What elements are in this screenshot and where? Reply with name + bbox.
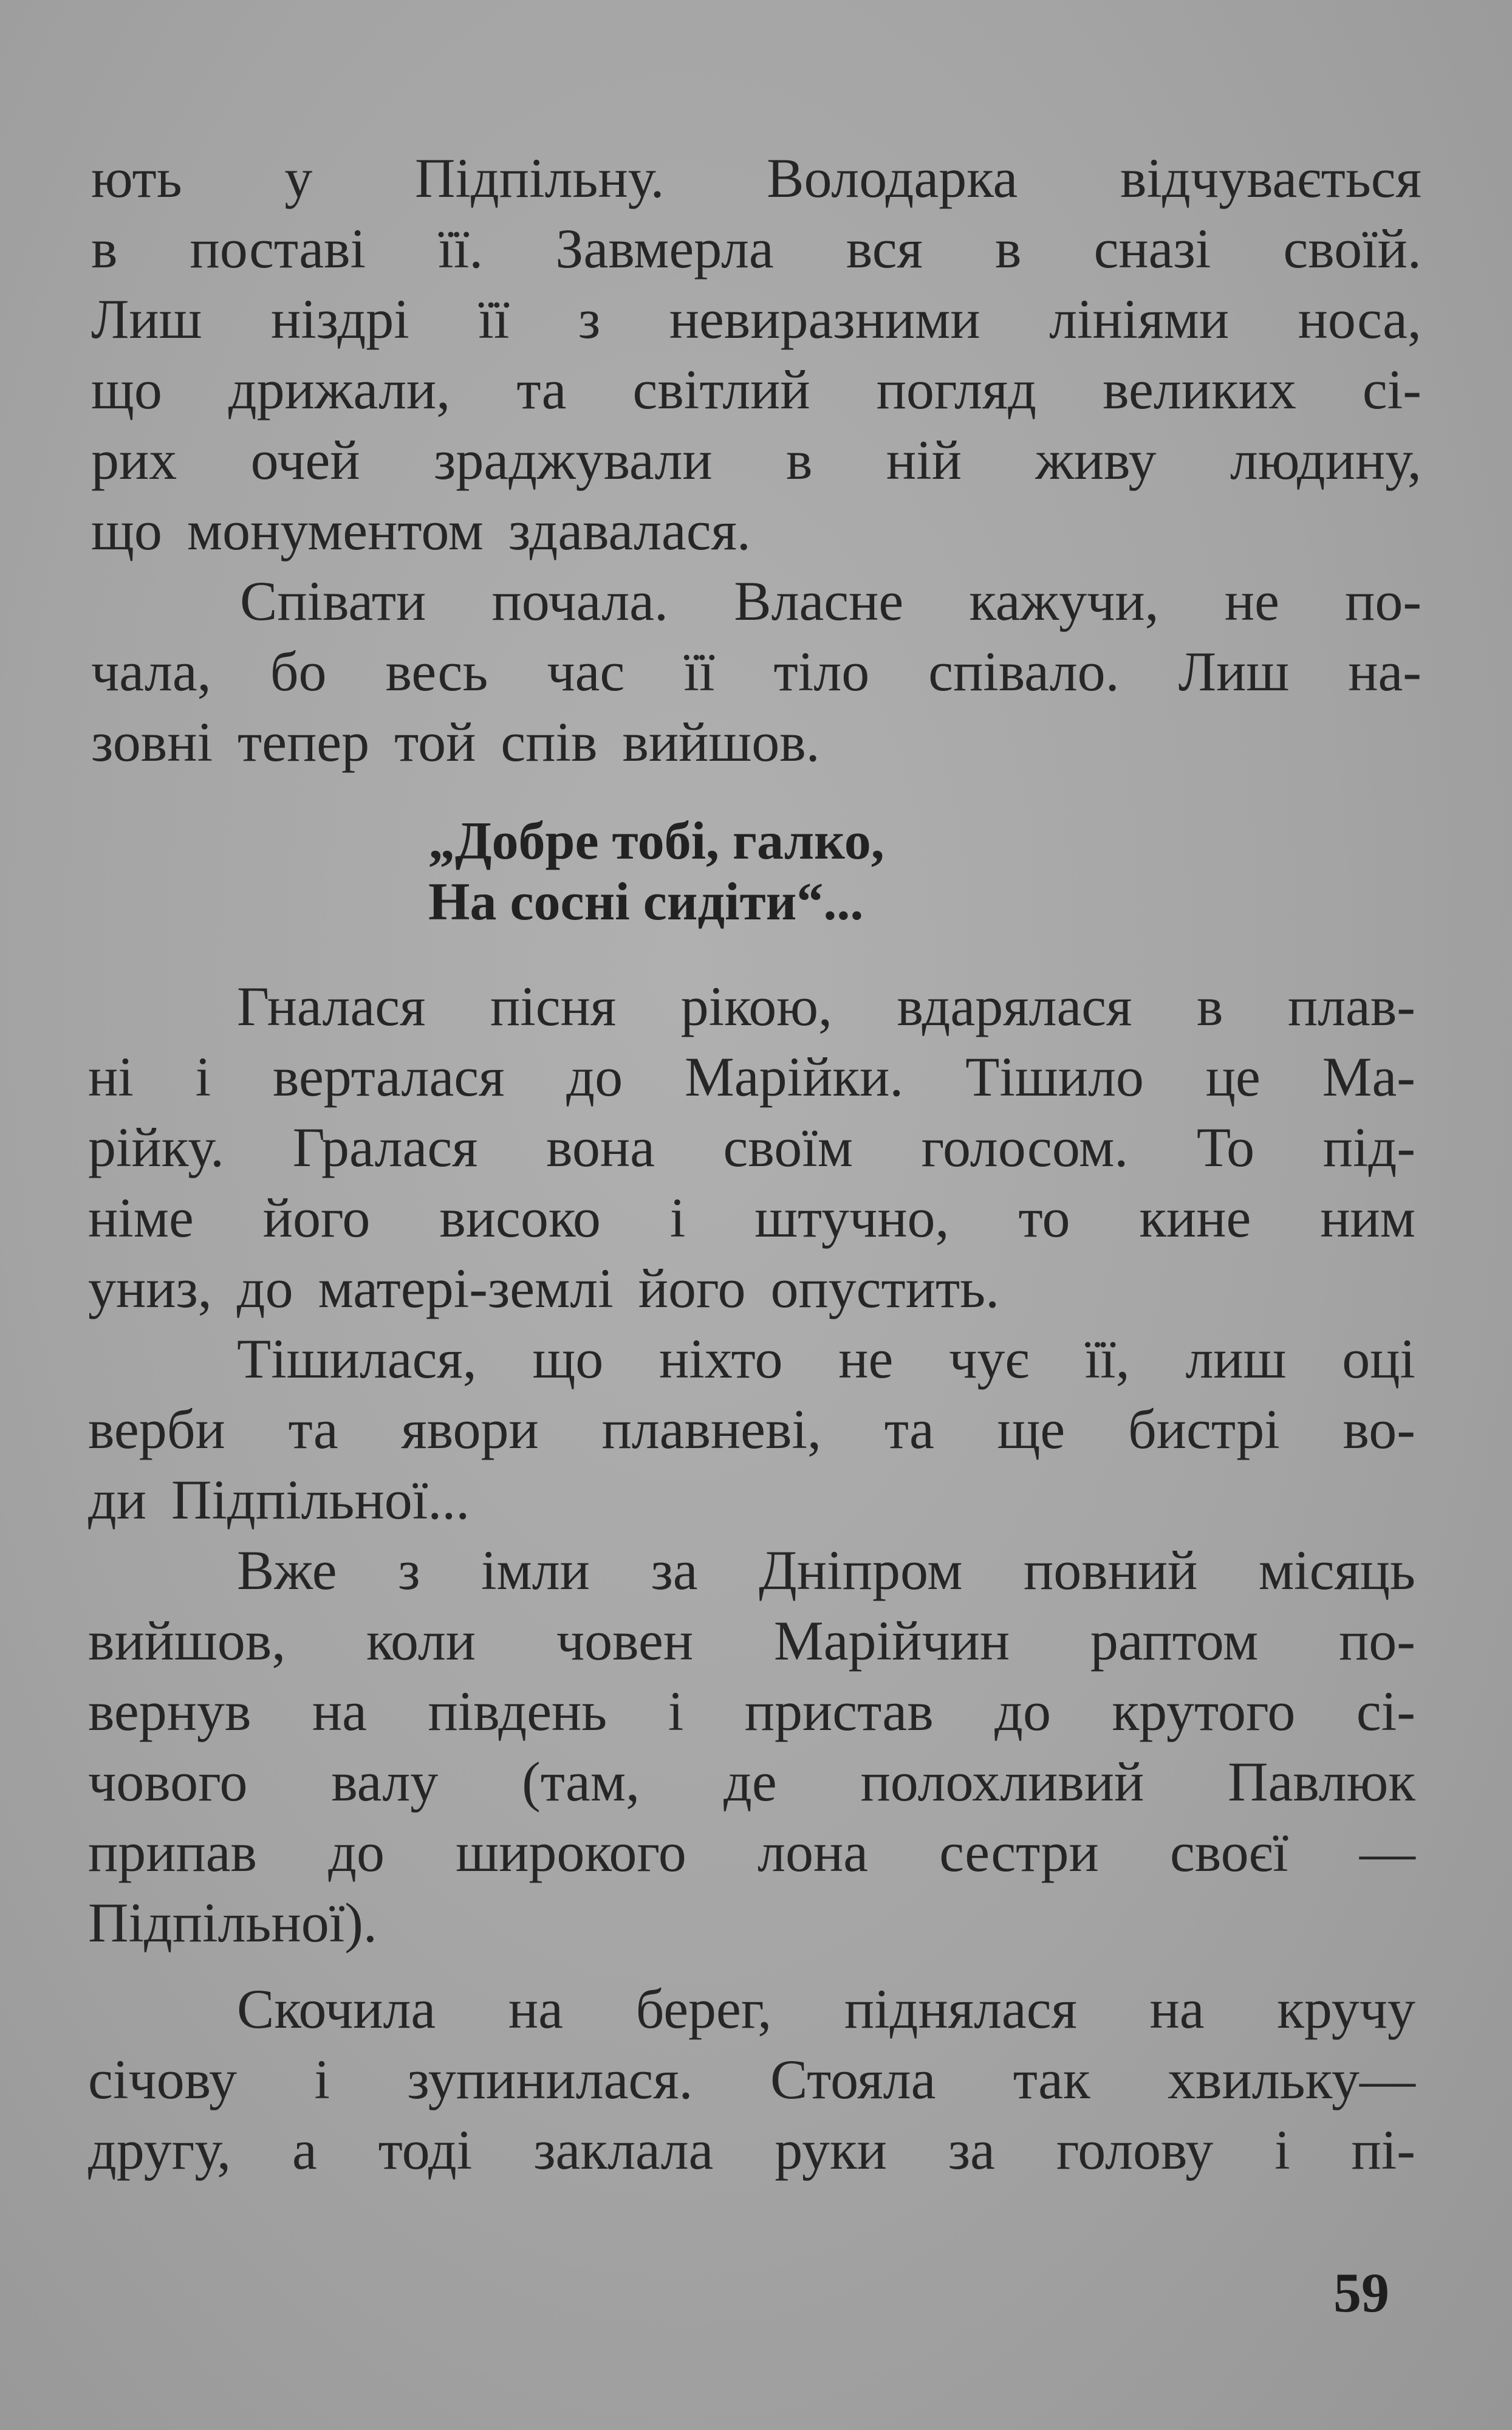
word: людину, [1230, 429, 1421, 491]
text-line [91, 425, 1421, 495]
word: з [398, 1539, 420, 1601]
word: Гналася [237, 975, 426, 1037]
word: Ма- [1322, 1046, 1415, 1108]
word: ні [88, 1046, 134, 1108]
word: невиразними [669, 288, 980, 350]
word: лініями [1049, 288, 1230, 350]
word: бо [270, 640, 327, 702]
text-line: Підпільної). [88, 1892, 377, 1954]
word: пристав [744, 1680, 934, 1742]
word: вийшов, [88, 1610, 286, 1672]
word: верталася [273, 1046, 505, 1108]
word: співало. [928, 640, 1120, 702]
word: до [328, 1821, 385, 1883]
word: що [532, 1328, 604, 1390]
word: рійку. [88, 1116, 224, 1178]
verse-quote [428, 811, 1279, 933]
word: пісня [490, 975, 617, 1037]
word: Лиш [91, 288, 202, 350]
word: її [478, 288, 510, 350]
text-line [88, 1042, 1415, 1112]
text-line [88, 1605, 1415, 1676]
text-line [91, 213, 1421, 284]
text-line [88, 1323, 1415, 1394]
word: і [668, 1680, 684, 1742]
word: у [284, 147, 313, 209]
word: по- [1345, 570, 1421, 632]
text-line [91, 636, 1421, 707]
word: широкого [456, 1821, 686, 1883]
text-line [88, 1535, 1415, 1605]
word: Вже [237, 1539, 337, 1601]
word: імли [481, 1539, 590, 1601]
word: Тішилася, [237, 1328, 477, 1390]
word: коли [366, 1610, 476, 1672]
word: до [994, 1680, 1051, 1742]
word: ним [1320, 1187, 1415, 1249]
word: піднялася [844, 1978, 1077, 2040]
word: руки [775, 2119, 887, 2181]
word: на- [1348, 640, 1421, 702]
word: і [1274, 2119, 1290, 2181]
word: Скочила [237, 1978, 436, 2040]
word: січову [88, 2048, 237, 2110]
word: тоді [378, 2119, 473, 2181]
text-line [91, 566, 1421, 636]
word: високо [439, 1187, 601, 1249]
word: бистрі [1128, 1398, 1280, 1460]
word: по- [1339, 1610, 1415, 1672]
word: її, [1084, 1328, 1130, 1390]
word: південь [428, 1680, 607, 1742]
word: голосом. [921, 1116, 1129, 1178]
word: рих [91, 429, 177, 491]
text-line: зовні тепер той спів вийшов. [91, 711, 820, 773]
word: явори [401, 1398, 539, 1460]
word: великих [1103, 359, 1296, 420]
word: Павлюк [1228, 1751, 1415, 1813]
word: в [1196, 975, 1223, 1037]
text-line: униз, до матері-землі його опустить. [88, 1257, 1000, 1319]
word: поставі [190, 218, 366, 280]
text-line [88, 2115, 1415, 2185]
word: плав- [1287, 975, 1415, 1037]
text-line: ди Підпільної... [88, 1469, 470, 1531]
word: і [195, 1046, 211, 1108]
word: так [1013, 2048, 1090, 2110]
text-line [88, 1817, 1415, 1887]
word: То [1196, 1116, 1255, 1178]
word: вдарялася [897, 975, 1132, 1037]
word: ніхто [659, 1328, 783, 1390]
word: це [1205, 1046, 1261, 1108]
verse-line: „Добре тобі, галко, [428, 812, 884, 871]
word: Підпільну. [415, 147, 665, 209]
word: що [91, 359, 162, 420]
word: носа, [1298, 288, 1421, 350]
text-line [91, 354, 1421, 425]
word: за [651, 1539, 698, 1601]
word: сі- [1362, 359, 1421, 420]
word: час [547, 640, 625, 702]
text-line [88, 1746, 1415, 1817]
paragraph-block-top [91, 143, 1421, 777]
word: світлий [632, 359, 810, 420]
word: за [948, 2119, 995, 2181]
word: лона [758, 1821, 869, 1883]
word: її. [438, 218, 484, 280]
word: Володарка [767, 147, 1018, 209]
text-line [88, 1974, 1415, 2044]
word: кручу [1277, 1978, 1415, 2040]
text-line [88, 2044, 1415, 2115]
word: де [724, 1751, 777, 1813]
word: чала, [91, 640, 211, 702]
word: лиш [1185, 1328, 1287, 1390]
word: в [91, 218, 118, 280]
word: Гралася [292, 1116, 478, 1178]
word: і [669, 1187, 686, 1249]
word: і [314, 2048, 330, 2110]
word: кине [1139, 1187, 1251, 1249]
word: не [838, 1328, 894, 1390]
word: во- [1343, 1398, 1415, 1460]
text-line: що монументом здавалася. [91, 499, 751, 561]
text-line [88, 1112, 1415, 1182]
word: Дніпром [759, 1539, 963, 1601]
text-line [91, 284, 1421, 354]
text-line [91, 143, 1421, 213]
word: не [1224, 570, 1279, 632]
word: вернув [88, 1680, 251, 1742]
word: погляд [876, 359, 1037, 420]
word: раптом [1090, 1610, 1259, 1672]
word: плавневі, [601, 1398, 821, 1460]
page-number: 59 [1333, 2262, 1389, 2324]
word: Власне [734, 570, 904, 632]
word: припав [88, 1821, 257, 1883]
word: ще [997, 1398, 1066, 1460]
word: німе [88, 1187, 194, 1249]
word: чує [949, 1328, 1029, 1390]
word: а [292, 2119, 317, 2181]
word: Марійчин [773, 1610, 1010, 1672]
text-line [88, 1182, 1415, 1253]
word: живу [1035, 429, 1157, 491]
word: Тішило [965, 1046, 1144, 1108]
word: її [683, 640, 715, 702]
word: весь [385, 640, 488, 702]
word: своїй. [1283, 218, 1421, 280]
word: тіло [773, 640, 870, 702]
word: на [508, 1978, 563, 2040]
word: Марійки. [684, 1046, 904, 1108]
word: та [884, 1398, 934, 1460]
word: місяць [1258, 1539, 1415, 1601]
word: човен [556, 1610, 694, 1672]
word: сі- [1356, 1680, 1415, 1742]
word: під- [1322, 1116, 1415, 1178]
word: Лиш [1178, 640, 1290, 702]
word: заклала [533, 2119, 714, 2181]
word: своїм [723, 1116, 853, 1178]
word: сестри [939, 1821, 1099, 1883]
word: чового [88, 1751, 248, 1813]
verse-line: На сосні сидіти“... [428, 873, 864, 932]
word: верби [88, 1398, 225, 1460]
word: пі- [1351, 2119, 1415, 2181]
word: до [566, 1046, 623, 1108]
word: зраджували [434, 429, 713, 491]
word: Стояла [770, 2048, 936, 2110]
word: ній [886, 429, 962, 491]
word: вона [546, 1116, 655, 1178]
word: рікою, [680, 975, 832, 1037]
word: його [262, 1187, 371, 1249]
word: очей [250, 429, 360, 491]
word: відчувається [1120, 147, 1421, 209]
word: на [312, 1680, 367, 1742]
word: другу, [88, 2119, 231, 2181]
word: сназі [1093, 218, 1211, 280]
word: Завмерла [555, 218, 774, 280]
text-line [88, 971, 1415, 1042]
word: повний [1023, 1539, 1198, 1601]
word: кажучи, [969, 570, 1159, 632]
word: валу [331, 1751, 439, 1813]
paragraph-block-bottom [88, 971, 1415, 2185]
word: то [1018, 1187, 1070, 1249]
word: та [516, 359, 567, 420]
word: ніздрі [270, 288, 409, 350]
word: своєї [1169, 1821, 1288, 1883]
word: оці [1342, 1328, 1415, 1390]
word: крутого [1112, 1680, 1296, 1742]
word: — [1359, 1821, 1415, 1883]
text-line [88, 1676, 1415, 1746]
text-line [88, 1394, 1415, 1464]
word: в [786, 429, 813, 491]
word: Співати [240, 570, 426, 632]
word: полохливий [860, 1751, 1144, 1813]
word: ють [91, 147, 182, 209]
word: зупинилася. [407, 2048, 693, 2110]
word: та [288, 1398, 338, 1460]
word: (там, [522, 1751, 640, 1813]
word: на [1149, 1978, 1205, 2040]
word: голову [1056, 2119, 1214, 2181]
word: з [578, 288, 601, 350]
word: берег, [635, 1978, 772, 2040]
word: в [995, 218, 1022, 280]
word: дрижали, [228, 359, 451, 420]
word: штучно, [754, 1187, 949, 1249]
word: почала. [491, 570, 668, 632]
word: хвильку— [1168, 2048, 1415, 2110]
word: вся [846, 218, 923, 280]
